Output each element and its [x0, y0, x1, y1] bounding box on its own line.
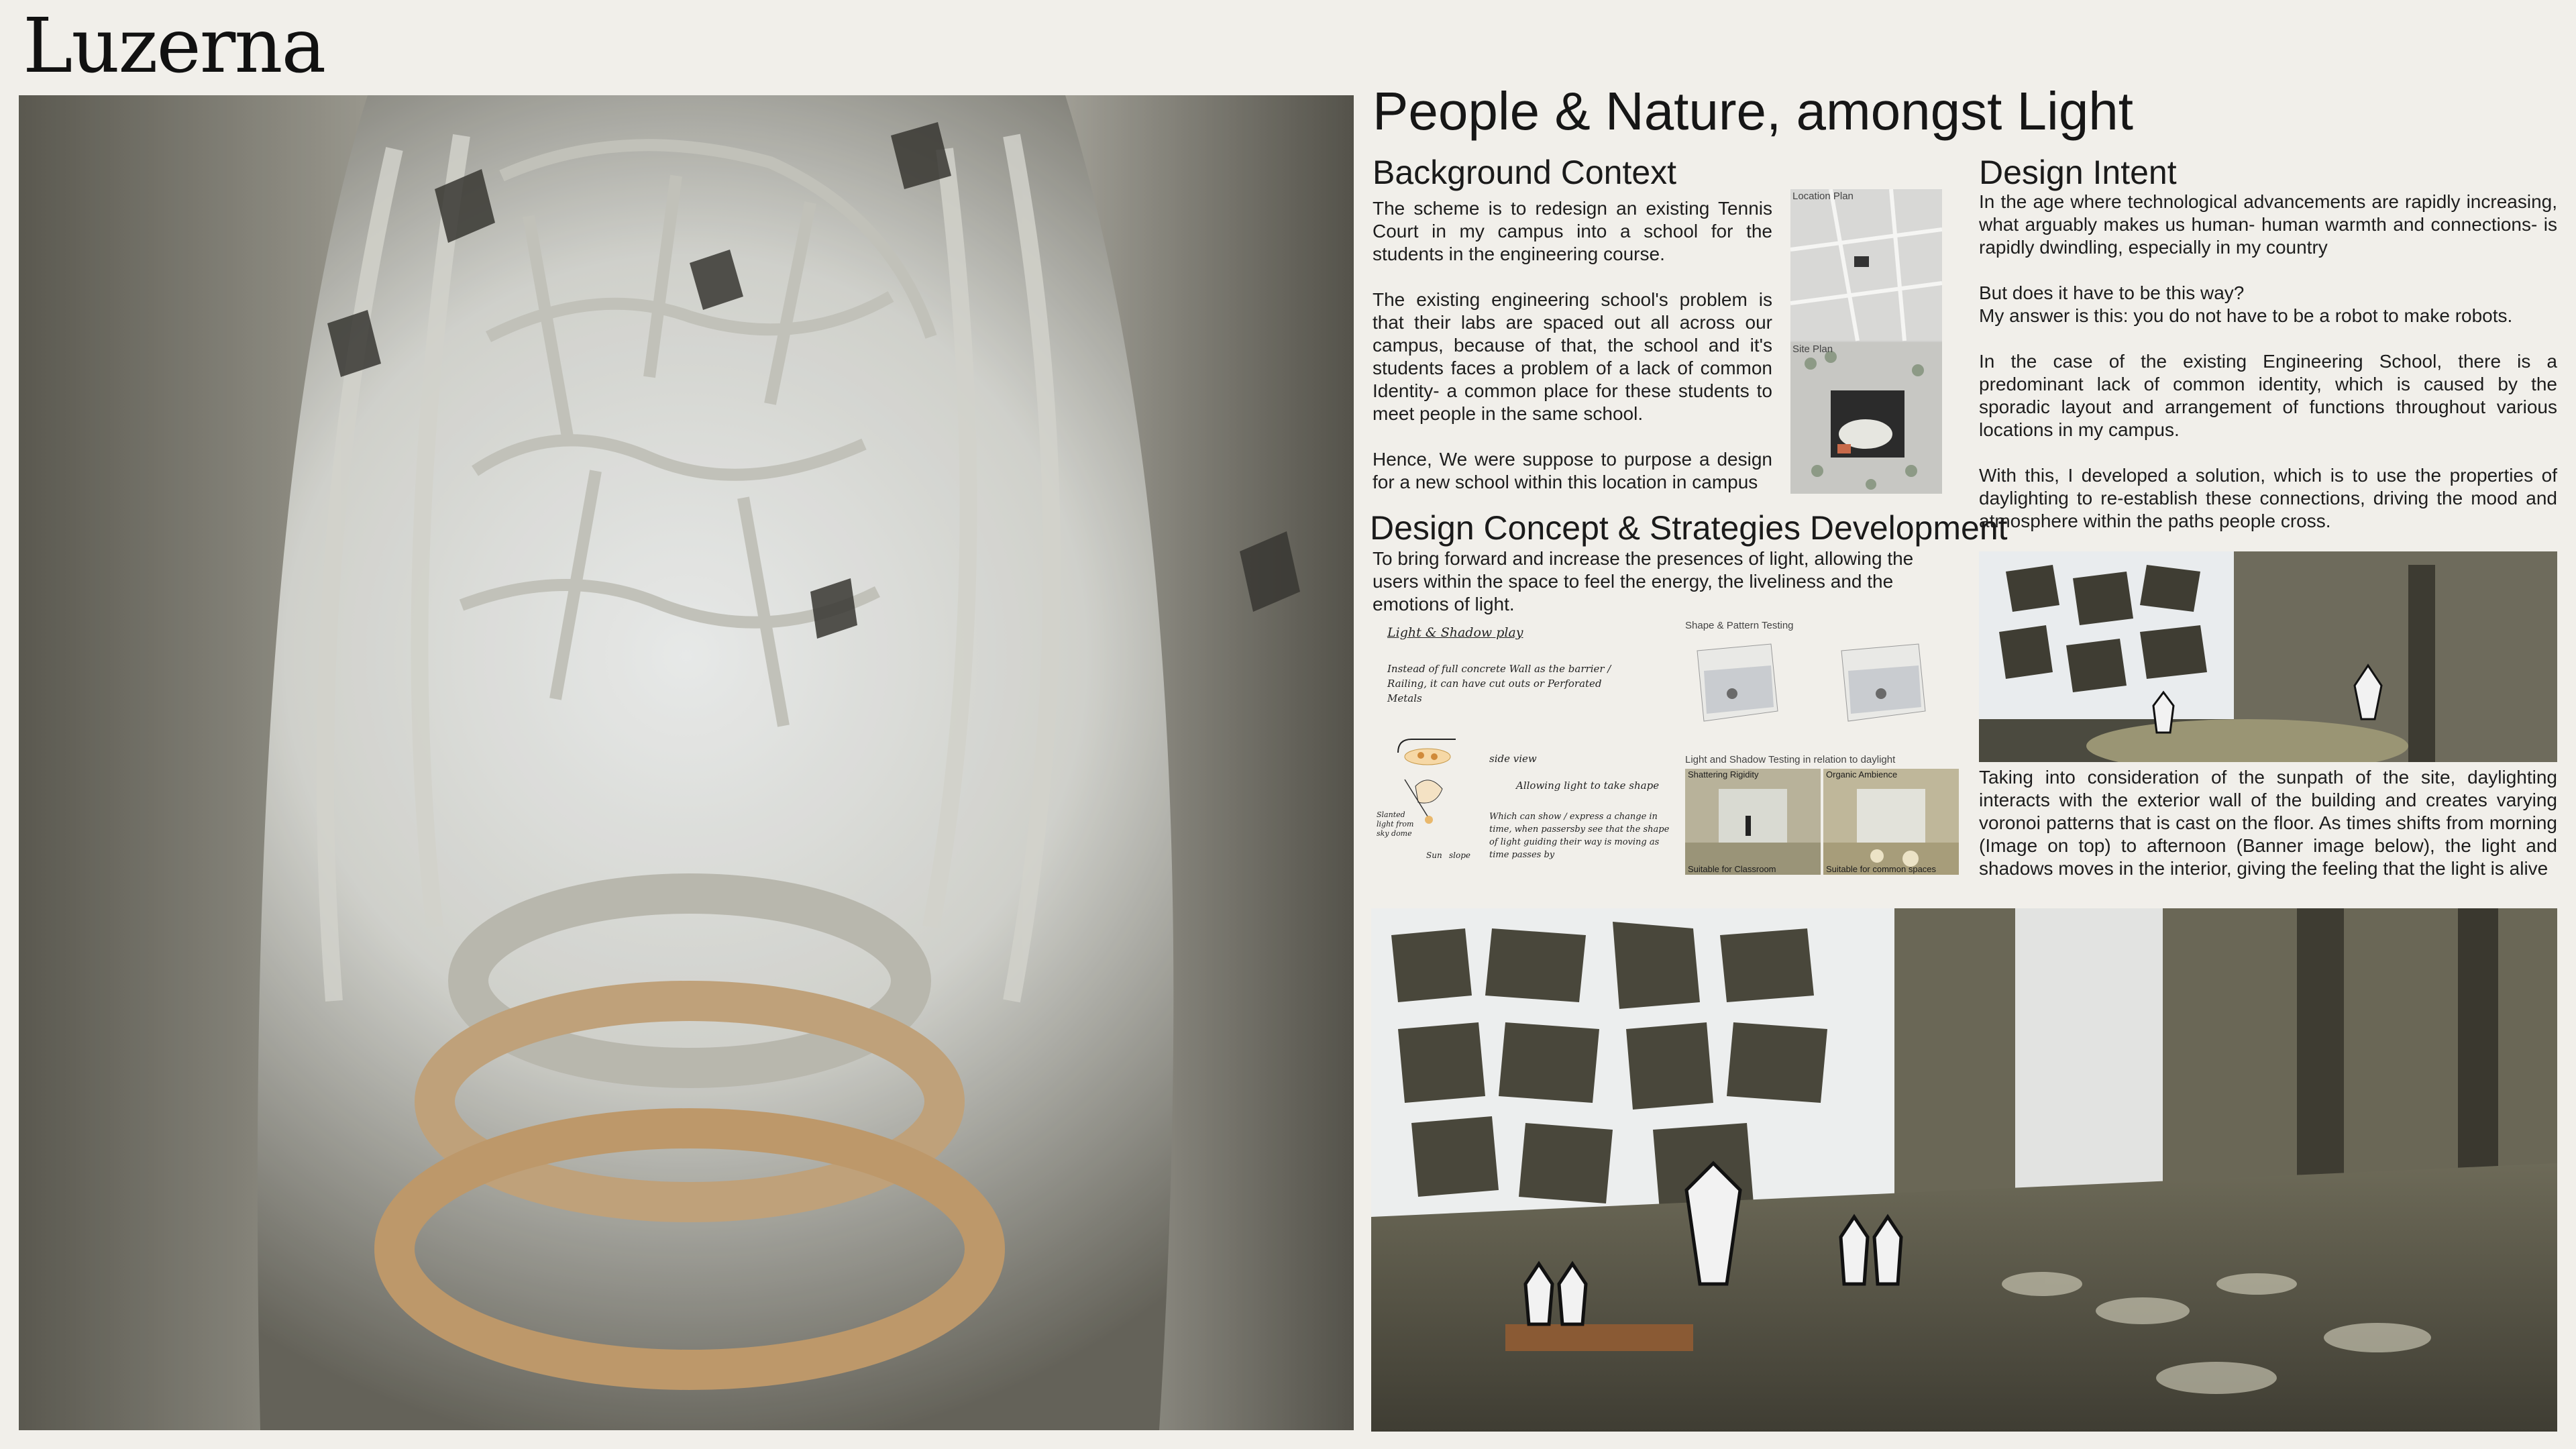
intent-paragraph: But does it have to be this way? My answer is this: you do not have to be a robot to make robots. — [1979, 282, 2513, 326]
concept-heading: Design Concept & Strategies Development — [1370, 509, 2008, 547]
sketch-title: Light & Shadow play — [1387, 625, 1523, 640]
test-2-caption: Suitable for common spaces — [1826, 864, 1937, 874]
intent-heading: Design Intent — [1979, 154, 2177, 191]
background-paragraph: The existing engineering school's problem is that their labs are spaced out all across our campus, because of that, the school and it's students faces a problem of a lack of common Identity- a common place for these students to meet people in the same school. — [1373, 289, 1772, 424]
sketch-slope: slope — [1449, 851, 1471, 860]
concept-intro: To bring forward and increase the presences of light, allowing the users within the space to feel the energy, the liveliness and the emotions of light. — [1373, 548, 1914, 614]
background-text — [1373, 197, 1772, 494]
shape-testing-label: Shape & Pattern Testing — [1685, 620, 1794, 631]
light-test-2 — [1823, 769, 1959, 875]
site-plan-label: Site Plan — [1792, 343, 1833, 355]
morning-render — [1979, 551, 2557, 762]
sketch-time-note: Which can show / express a change in time, when passersby see that the shape of light guiding their way is moving as time passes by — [1489, 812, 1670, 860]
atrium-illustration — [19, 95, 1354, 1430]
plan-images — [1790, 189, 1942, 494]
intent-paragraph: In the age where technological advancements are rapidly increasing, what arguably makes us human- human warmth and connections- is rapidly dwindling, especially in my country — [1979, 191, 2557, 258]
intent-paragraph: In the case of the existing Engineering School, there is a predominant lack of common identity, which is caused by the sporadic layout and arrangement of functions throughout various locations in my campus. — [1979, 351, 2557, 440]
sunpath-text: Taking into consideration of the sunpath of the site, daylighting interacts with the exterior wall of the building and creates varying voronoi patterns that is cast on the floor. As times shifts from morning (Image on top) to afternoon (Banner image below), the light and shadows moves in the interior, giving the feeling that the light is alive — [1979, 767, 2557, 879]
hero-render — [19, 95, 1354, 1430]
test-1-caption: Suitable for Classroom — [1688, 864, 1776, 874]
background-paragraph: The scheme is to redesign an existing Tennis Court in my campus into a school for the students in the engineering course. — [1373, 198, 1772, 264]
background-paragraph: Hence, We were suppose to purpose a design for a new school within this location in campus — [1373, 449, 1772, 492]
sketch-panel — [1375, 620, 1684, 888]
sketch-sun: Sun — [1426, 851, 1442, 860]
shape-test-models — [1690, 637, 1939, 738]
sketch-slanted-light: Slanted light from sky dome — [1377, 810, 1414, 838]
page-title: People & Nature, amongst Light — [1373, 81, 2134, 141]
test-2-title: Organic Ambience — [1826, 769, 1898, 780]
intent-paragraph: With this, I developed a solution, which is to use the properties of daylighting to re-establish these connections, driving the mood and atmosphere within the paths people cross. — [1979, 465, 2557, 531]
sketch-allowing-light: Allowing light to take shape — [1516, 780, 1660, 792]
intent-text — [1979, 191, 2557, 533]
afternoon-banner-render — [1371, 908, 2557, 1432]
brand-title: Luzerna — [23, 3, 325, 90]
test-1-title: Shattering Rigidity — [1688, 769, 1759, 780]
light-testing-label: Light and Shadow Testing in relation to daylight — [1685, 754, 1896, 765]
sketch-side-view: side view — [1489, 753, 1537, 765]
light-test-1 — [1685, 769, 1821, 875]
sketch-note: Instead of full concrete Wall as the barrier / Railing, it can have cut outs or Perforated Metals — [1387, 663, 1611, 704]
location-plan-label: Location Plan — [1792, 191, 1854, 202]
background-heading: Background Context — [1373, 154, 1677, 191]
